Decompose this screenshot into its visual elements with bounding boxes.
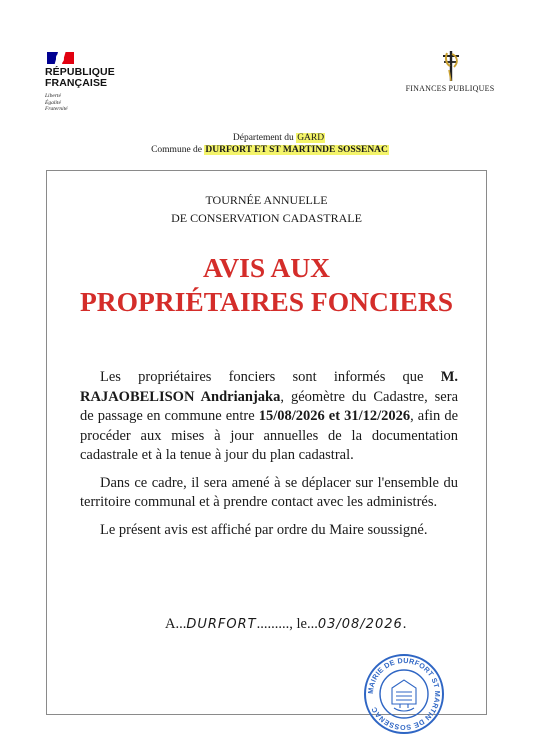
start-date: 15/08/2026 [258,408,325,424]
paragraph-2: Dans ce cadre, il sera amené à se déplacer sur l'ensemble du territoire communal et à prendre contact avec les administrés. [80,474,458,510]
marianne-flag-icon [47,52,75,64]
signature-line [165,616,406,633]
republic-name: RÉPUBLIQUE FRANÇAISE [45,66,115,89]
sig-prefix: A... [165,616,187,632]
sig-suffix: . [402,616,407,632]
p1-text-c: et [324,408,345,424]
paragraph-3: Le présent avis est affiché par ordre du Maire soussigné. [100,521,428,538]
notice-frame [46,170,487,715]
paragraph-1 [80,368,458,466]
surveyor-name: M. RAJAOBELISON Andrianjaka [80,369,458,405]
commune-line [0,145,540,157]
notice-body [80,368,458,548]
notice-subtitle: TOURNÉE ANNUELLE DE CONSERVATION CADASTRALE [171,193,362,225]
p1-text-a: Les propriétaires fonciers sont informés que [100,369,441,385]
commune-prefix: Commune de [151,144,205,155]
republic-motto: Liberté Égalité Fraternité [45,93,68,112]
finances-publiques-icon [435,50,465,82]
sig-middle: ........., le... [256,616,318,632]
p1-text-b: , géomètre du Cadastre, sera de passage en commune entre [80,388,458,424]
stamp-emblem-icon [392,680,416,711]
sig-date-handwritten: 03/08/2026 [317,617,403,632]
end-date: 31/12/2026 [344,408,411,424]
finances-publiques-logo [400,50,500,93]
town-hall-stamp [362,652,446,736]
p1-text-d: , afin de procéder aux mises à jour annuelles de la documentation cadastrale et à la tenue à jour du plan cadastral. [80,408,459,463]
sig-place-handwritten: DURFORT [186,617,257,632]
department-line [0,133,540,145]
department-name: GARD [297,133,325,143]
republique-francaise-logo [45,52,135,113]
svg-text:MAIRIE DE DURFORT ST MARTIN DE [366,656,442,732]
department-prefix: Département du [232,133,297,143]
commune-name: DURFORT ET ST MARTINDE SOSSENAC [205,144,388,155]
stamp-text: MAIRIE DE DURFORT ST MARTIN DE SOSSENAC [365,655,443,733]
commune-header [0,133,540,156]
finances-publiques-text: FINANCES PUBLIQUES [405,84,495,93]
notice-title: AVIS AUX PROPRIÉTAIRES FONCIERS [79,252,454,317]
